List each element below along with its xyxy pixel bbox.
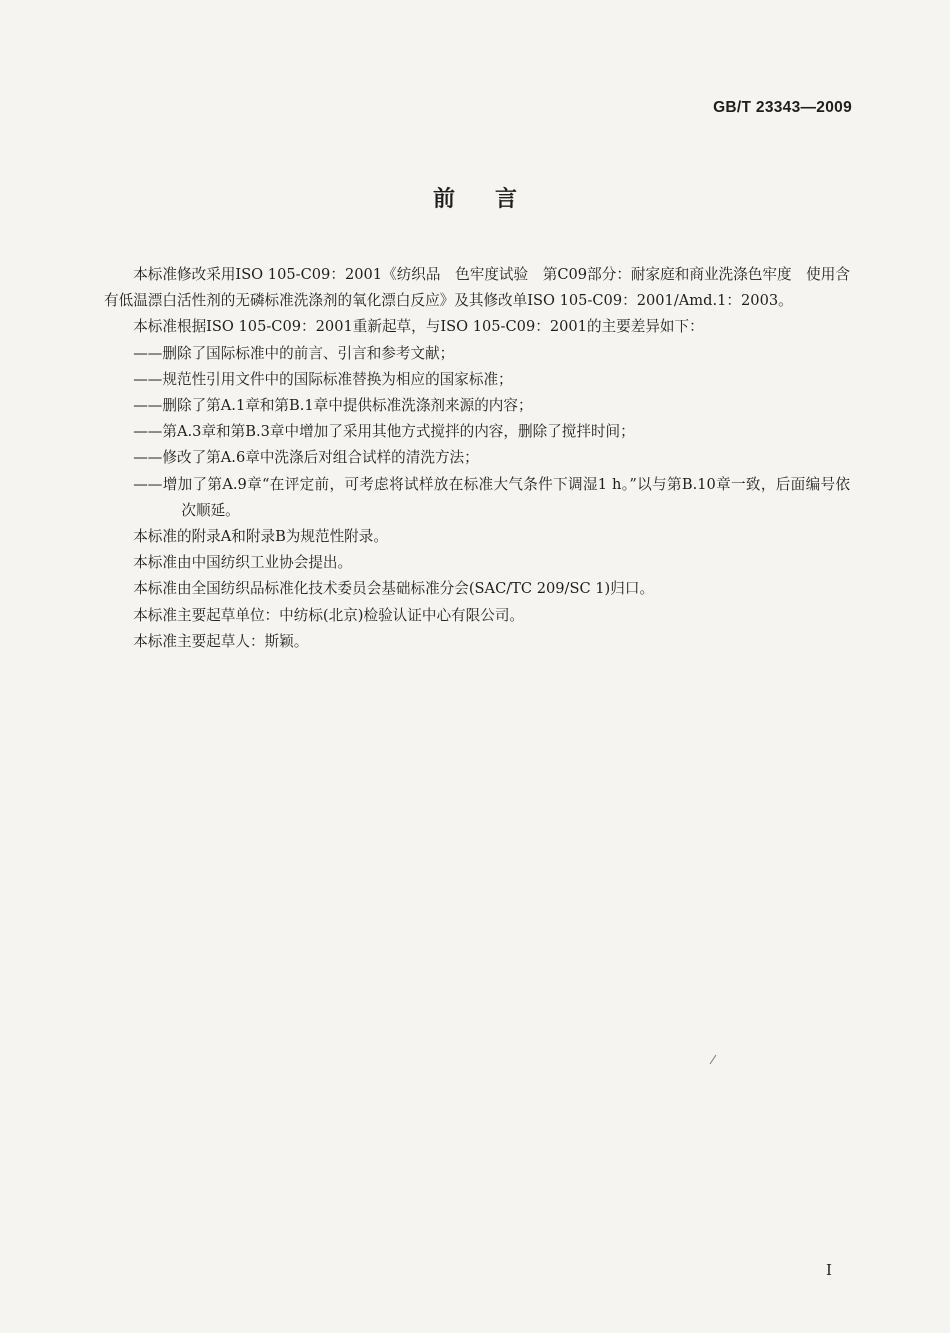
annex-note: 本标准的附录A和附录B为规范性附录。 — [133, 528, 388, 546]
difference-item: ——修改了第A.6章中洗涤后对组合试样的清洗方法； — [133, 449, 479, 467]
difference-item: ——第A.3章和第B.3章中增加了采用其他方式搅拌的内容，删除了搅拌时间； — [133, 423, 635, 441]
difference-item: ——增加了第A.9章“在评定前，可考虑将试样放在标准大气条件下调湿1 h。”以与第B.10章一致，后面编号依次顺延。 — [133, 475, 850, 519]
proposer-note: 本标准由中国纺织工业协会提出。 — [133, 554, 353, 572]
page-number: I — [826, 1261, 832, 1279]
difference-item: ——删除了第A.1章和第B.1章中提供标准洗涤剂来源的内容； — [133, 397, 533, 415]
intro-paragraph: 本标准修改采用ISO 105-C09：2001《纺织品 色牢度试验 第C09部分：耐家庭和商业洗涤色牢度 使用含有低温漂白活性剂的无磷标准洗涤剂的氧化漂白反应》及其修改单ISO 105-C09：2001/Amd.1：2003。 — [104, 266, 850, 310]
difference-item: ——删除了国际标准中的前言、引言和参考文献； — [133, 344, 455, 362]
differences-intro: 本标准根据ISO 105-C09：2001重新起草，与ISO 105-C09：2001的主要差异如下： — [133, 318, 704, 336]
differences-list — [104, 341, 850, 524]
difference-item: ——规范性引用文件中的国际标准替换为相应的国家标准； — [133, 370, 513, 388]
drafting-unit-note: 本标准主要起草单位：中纺标(北京)检验认证中心有限公司。 — [133, 606, 525, 624]
pen-mark-icon — [708, 1053, 718, 1065]
standard-code: GB/T 23343—2009 — [713, 99, 852, 116]
page-title: 前言 — [432, 187, 557, 212]
committee-note: 本标准由全国纺织品标准化技术委员会基础标准分会(SAC/TC 209/SC 1)归口。 — [133, 580, 655, 598]
drafter-note: 本标准主要起草人：斯颖。 — [133, 632, 309, 650]
foreword-body — [104, 262, 850, 655]
